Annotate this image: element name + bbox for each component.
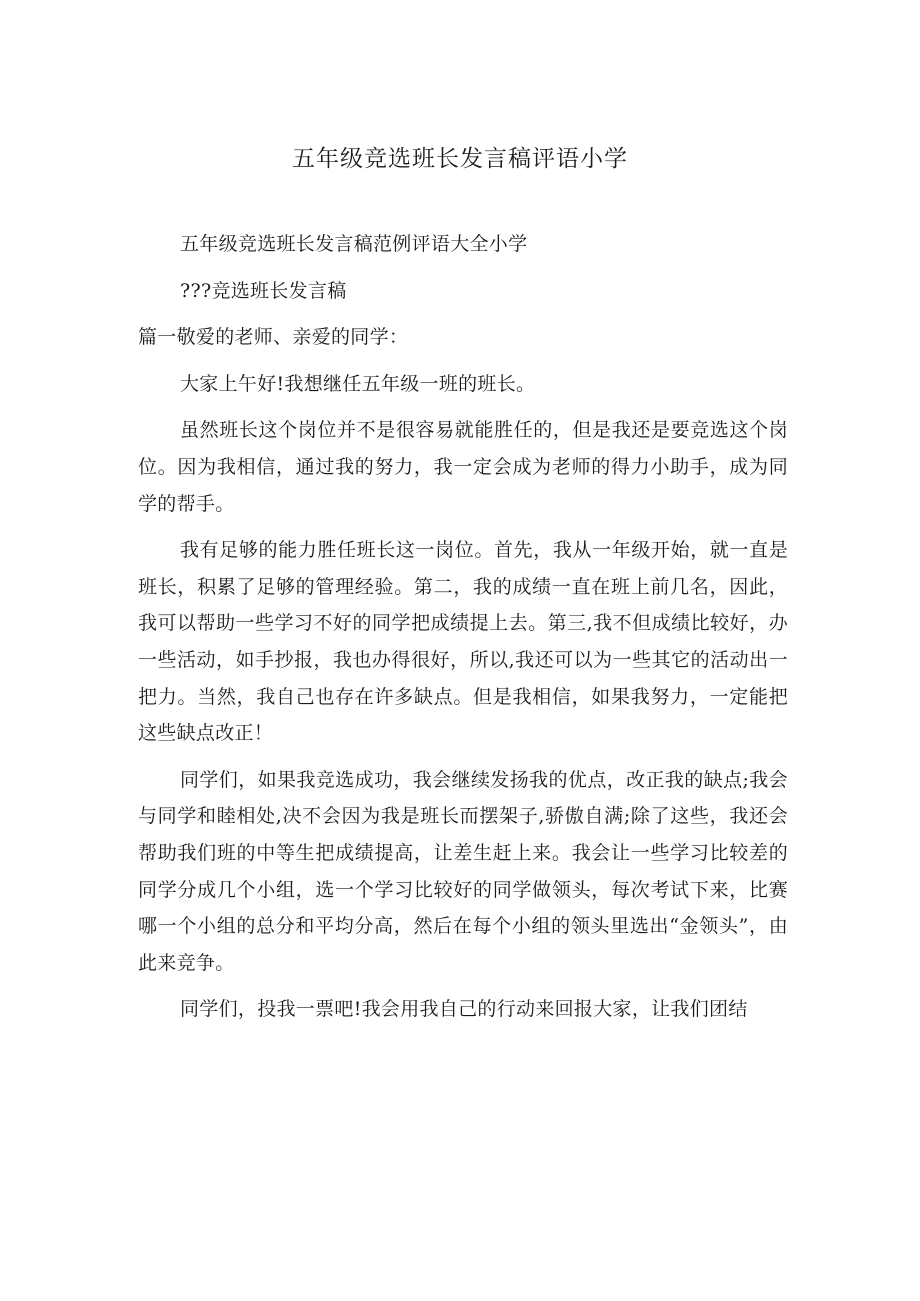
paragraph-intro: 虽然班长这个岗位并不是很容易就能胜任的，但是我还是要竞选这个岗位。因为我相信，通过我的努力，我一定会成为老师的得力小助手，成为同学的帮手。	[138, 419, 788, 515]
paragraph-greeting: 大家上午好!我想继任五年级一班的班长。	[180, 372, 536, 395]
document-body	[138, 226, 788, 1028]
paragraph-ability: 我有足够的能力胜任班长这一岗位。首先，我从一年级开始，就一直是班长，积累了足够的管理经验。第二，我的成绩一直在班上前几名，因此，我可以帮助一些学习不好的同学把成绩提上去。第三,我不但成绩比较好，办一些活动，如手抄报，我也办得很好，所以,我还可以为一些其它的活动出一把力。当然，我自己也存在许多缺点。但是我相信，如果我努力，一定能把这些缺点改正！	[138, 539, 788, 745]
paragraph-closing: 同学们，投我一票吧!我会用我自己的行动来回报大家，让我们团结	[180, 998, 748, 1021]
paragraph-plan: 同学们，如果我竞选成功，我会继续发扬我的优点，改正我的缺点;我会与同学和睦相处,决不会因为我是班长而摆架子,骄傲自满;除了这些，我还会帮助我们班的中等生把成绩提高，让差生赶上来。我会让一些学习比较差的同学分成几个小组，选一个学习比较好的同学做领头，每次考试下来，比赛哪一个小组的总分和平均分高，然后在每个小组的领头里选出“金领头”，由此来竞争。	[138, 768, 788, 974]
section-heading: ???竞选班长发言稿	[180, 279, 347, 302]
document-title: 五年级竞选班长发言稿评语小学	[292, 146, 628, 172]
document-subtitle: 五年级竞选班长发言稿范例评语大全小学	[180, 233, 528, 255]
salutation: 篇一敬爱的老师、亲爱的同学：	[138, 326, 409, 349]
